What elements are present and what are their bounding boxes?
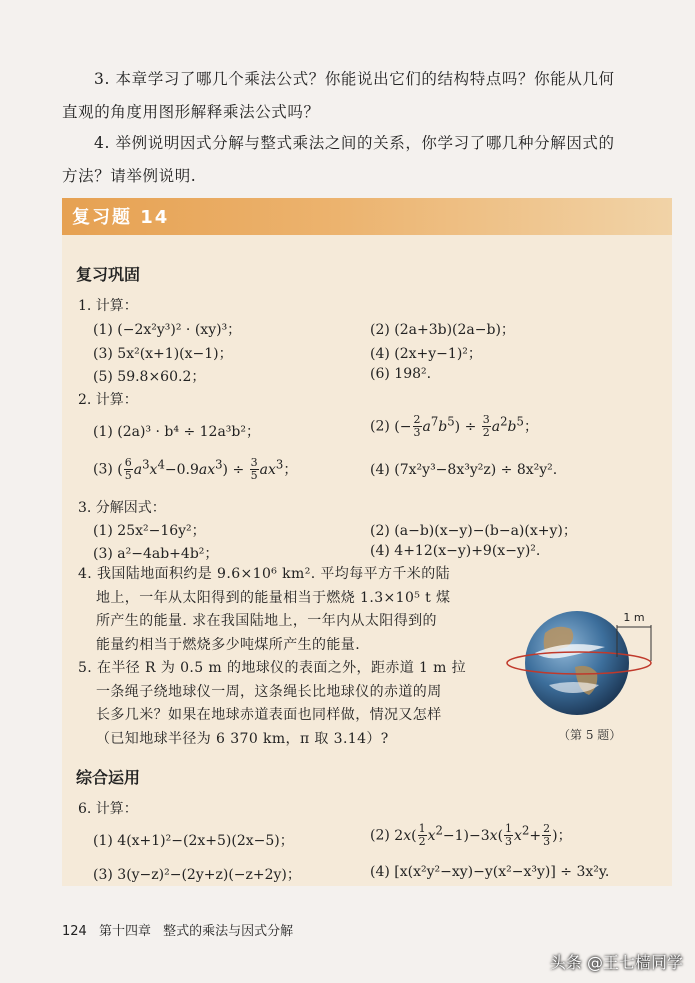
problem-2-item-3: (3) ( $\frac{6}{5}$ $a^3x^4-0.9ax^3$) ÷ $\frac{3}{5}$ $ax^3$； (93, 456, 298, 483)
chapter-title: 整式的乘法与因式分解 (163, 924, 294, 939)
problem-2-item-1: (1) (2a)³ · b⁴ ÷ 12a³b²； (93, 424, 260, 440)
globe-distance-label: 1 m (623, 611, 645, 624)
problem-1-item-3: (3) 5x²(x+1)(x−1)； (93, 346, 233, 362)
problem-6-item-1: (1) 4(x+1)²−(2x+5)(2x−5)； (93, 833, 294, 849)
review-panel (62, 198, 672, 886)
question-3-line-2: 直观的角度用图形解释乘法公式吗？ (62, 103, 320, 121)
figure-caption: （第 5 题） (558, 728, 622, 742)
problem-6-item-3: (3) 3(y−z)²−(2y+z)(−z+2y)； (93, 867, 301, 883)
problem-2-item-2: (2) (− $\frac{2}{3}$ $a^7b^5$) ÷ $\frac{3}{2}$ $a^2b^5$； (370, 413, 538, 440)
problem-1-item-1: (1) (−2x²y³)² · (xy)³； (93, 322, 242, 338)
problem-3-item-3: (3) a²−4ab+4b²； (93, 546, 219, 562)
question-block-4 (62, 127, 672, 193)
problem-2-item-4: (4) (7x²y³−8x³y²z) ÷ 8x²y². (370, 462, 558, 478)
problem-1-item-5: (5) 59.8×60.2； (93, 369, 206, 385)
question-3-line-1: 3. 本章学习了哪几个乘法公式？你能说出它们的结构特点吗？你能从几何 (94, 70, 615, 88)
problem-1-item-6: (6) 198². (370, 366, 432, 382)
review-header (62, 198, 672, 235)
problem-1-item-2: (2) (2a+3b)(2a−b)； (370, 322, 515, 338)
page-footer (62, 920, 293, 939)
problem-4-line-3: 所产生的能量. 求在我国陆地上，一年内从太阳得到的 (96, 613, 437, 629)
problem-4-line-2: 地上，一年从太阳得到的能量相当于燃烧 1.3×10⁵ t 煤 (96, 589, 451, 606)
problem-2-label: 2. 计算： (78, 392, 138, 408)
problem-3-item-1: (1) 25x²−16y²； (93, 523, 206, 539)
problem-6-item-4: (4) [x(x²y²−xy)−y(x²−x³y)] ÷ 3x²y. (370, 864, 610, 880)
problem-1-label: 1. 计算： (78, 298, 138, 314)
review-title: 复习题 14 (72, 207, 170, 228)
problem-6-label: 6. 计算： (78, 801, 138, 817)
problem-4-line-1: 4. 我国陆地面积约是 9.6×10⁶ km². 平均每平方千米的陆 (78, 566, 451, 582)
problem-4 (78, 563, 450, 657)
problem-6-item-2: (2) 2x( $\frac{1}{2}$ $x^2-1)-3x$( $\frac{1}{3}$ $x^2+$ $\frac{2}{3}$ )； (370, 822, 572, 849)
section-review: 复习巩固 (76, 265, 141, 284)
problem-5-line-2: 一条绳子绕地球仪一周，这条绳长比地球仪的赤道的周 (96, 683, 442, 700)
section-application: 综合运用 (76, 768, 141, 787)
problem-2-item-2-number: (2) (370, 418, 390, 435)
globe-sphere (525, 611, 629, 715)
problem-3-item-2: (2) (a−b)(x−y)−(b−a)(x+y)； (370, 523, 577, 539)
problem-3-label: 3. 分解因式： (78, 500, 166, 516)
problem-4-line-4: 能量约相当于燃烧多少吨煤所产生的能量. (96, 636, 361, 653)
page-number: 124 (62, 924, 87, 939)
problem-3-item-4: (4) 4+12(x−y)+9(x−y)². (370, 543, 541, 559)
question-block-3 (62, 63, 672, 129)
problem-5-line-1: 5. 在半径 R 为 0.5 m 的地球仪的表面之外，距赤道 1 m 拉 (78, 660, 467, 676)
problem-2-item-3-number: (3) (93, 461, 113, 478)
question-4-line-2: 方法？请举例说明. (62, 167, 197, 185)
watermark: 头条 @王七樯同学 (549, 953, 683, 972)
problem-5-line-3: 长多几米？如果在地球赤道表面也同样做，情况又怎样 (96, 707, 442, 723)
globe-illustration (505, 605, 665, 717)
chapter-label: 第十四章 (98, 924, 151, 939)
problem-5 (78, 657, 466, 751)
problem-5-line-4: （已知地球半径为 6 370 km，π 取 3.14）? (96, 730, 389, 747)
problem-1-item-4: (4) (2x+y−1)²； (370, 346, 482, 362)
question-4-line-1: 4. 举例说明因式分解与整式乘法之间的关系，你学习了哪几种分解因式的 (94, 134, 615, 152)
problem-6-item-2-number: (2) (370, 827, 390, 844)
